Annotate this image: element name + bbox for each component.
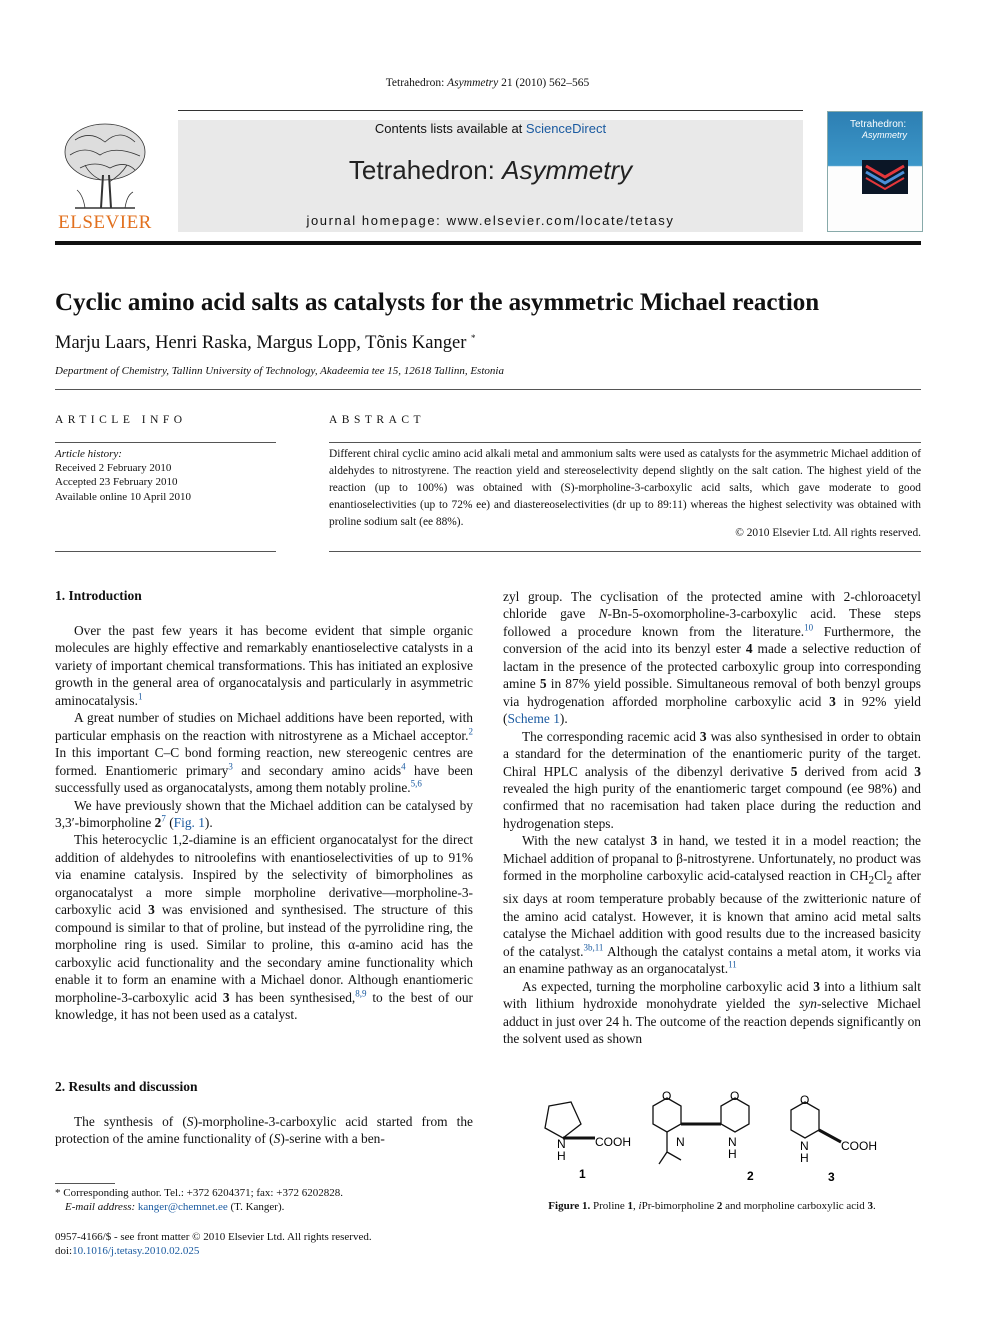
morpholine-h-label: H xyxy=(800,1151,809,1165)
citation-link[interactable]: 4 xyxy=(401,761,406,772)
abstract-copyright: © 2010 Elsevier Ltd. All rights reserved. xyxy=(735,527,921,539)
citation-link[interactable]: 8,9 xyxy=(355,988,367,999)
footnote-rule xyxy=(55,1183,115,1184)
paragraph: Over the past few years it has become evident that simple organic molecules are highly effective and remarkably enantioselective catalysts in a variety of important chemical transformations. This has initiated an explosive growth in the general area of organocatalysis and particularly in asymmetric aminocatalysis.$^1$ xyxy=(55,623,473,708)
left-column-text-2 xyxy=(55,1113,473,1148)
paragraph: We have previously shown that the Michael addition can be catalysed by 3,3′-bimorpholine 2$^7$ (Fig. 1). xyxy=(55,797,473,830)
cooh-label-1: COOH xyxy=(595,1135,631,1149)
citation-link[interactable]: 5,6 xyxy=(410,778,422,789)
issn-doi-block: 0957-4166/$ - see front matter © 2010 Elsevier Ltd. All rights reserved. doi:10.1016/j.tetasy.2010.02.025 xyxy=(55,1231,372,1257)
paragraph: With the new catalyst 3 in hand, we tested it in a model reaction; the Michael addition of propanal to β-nitrostyrene. Unfortunately, no product was formed in the morpholine carboxylic acid-catalysed reaction in $CH_2Cl_2$ after six days at room temperature probably because of the zwitterionic nature of the amino acid catalyst. However, it is known that amino acid metal salts catalyse the Michael addition with good results due to the increased basicity of the catalyst.$^{3b,11}$ Although the catalyst contains a metal atom, it works via an enamine pathway as an organocatalyst.$^{11}$ xyxy=(503,833,922,977)
figure-link[interactable]: Fig. 1 xyxy=(173,814,205,830)
elsevier-wordmark: ELSEVIER xyxy=(58,212,152,233)
article-info-heading: ARTICLE INFO xyxy=(55,414,187,426)
accepted-date: Accepted 23 February 2010 xyxy=(55,476,178,489)
bimorpholine-h-label: H xyxy=(728,1147,737,1161)
paragraph: The synthesis of (S)-morpholine-3-carboxylic acid started from the protection of the amine functionality of (S)-serine with a ben- xyxy=(55,1114,473,1147)
corresponding-author-footnote: * Corresponding author. Tel.: +372 6204371; fax: +372 6202828. E-mail address: kanger@chemnet.ee (T. Kanger). xyxy=(55,1187,343,1213)
citation-link[interactable]: 11 xyxy=(728,959,737,970)
sciencedirect-link[interactable]: ScienceDirect xyxy=(525,121,607,136)
contents-line: Contents lists available at ScienceDirect xyxy=(374,121,607,136)
section-heading-introduction: 1. Introduction xyxy=(55,588,142,603)
citation-link[interactable]: 1 xyxy=(137,691,143,702)
citation-link[interactable]: 7 xyxy=(161,813,166,824)
article-history xyxy=(55,447,191,504)
section-heading-results: 2. Results and discussion xyxy=(55,1079,198,1094)
cover-title: Tetrahedron: xyxy=(850,119,907,130)
paragraph: The corresponding racemic acid 3 was also synthesised in order to obtain a standard for the determination of the enantiomeric purity of the target. Chiral HPLC analysis of the dibenzyl derivative 5 derived from acid 3 revealed the high purity of the enantiomeric target compound (ee 98%) and confirmed that no racemisation had taken place during the reduction and hydrogenation steps. xyxy=(503,728,922,831)
paragraph: This heterocyclic 1,2-diamine is an efficient organocatalyst for the direct addition of aldehydes to nitroolefins with enantioselectivities of up to 91% via enamine catalysis. Inspired by the selectivity of bimorpholines as organocatalyst a more simple morpholine derivative—morpholine-3-carboxylic acid 3 was envisioned and synthesised. The structure of this compound is similar to that of proline, but instead of the pyrrolidine ring, the morpholine ring is used. Similar to proline, this α-amino acid has the carboxylic acid functionality and the secondary amine functionality which enable it to form an enamine with a Michael donor. Although enantiomeric morpholine-3-carboxylic acid 3 has been synthesised,$^{8,9}$ to the best of our knowledge, it has not been used as a catalyst. xyxy=(55,832,474,1022)
history-label: Article history: xyxy=(55,448,122,460)
bimorpholine-o-label-b: O xyxy=(730,1090,740,1103)
divider xyxy=(55,551,276,552)
divider xyxy=(329,442,921,443)
doi-link[interactable]: 10.1016/j.tetasy.2010.02.025 xyxy=(72,1245,200,1257)
citation-link[interactable]: 10 xyxy=(804,622,814,633)
scheme-link[interactable]: Scheme 1 xyxy=(507,711,560,727)
morpholine-o-label: O xyxy=(800,1093,810,1107)
abstract-text: Different chiral cyclic amino acid alkali metal and ammonium salts were used as catalysts for the asymmetric Michael addition of aldehydes to nitrostyrene. The reaction yield and stereoselectivity depend slightly on the salt cation. The highest yield of the reaction (up to 100%) was obtained with (S)-morpholine-3-carboxylic acid salts, which gave moderate to good enantioselectivities (up to 72% ee) and diastereoselectivities (dr up to 89:11) whereas the highest selectivity was obtained with proline sodium salt (ee 88%). xyxy=(329,448,921,528)
article-title: Cyclic amino acid salts as catalysts for the asymmetric Michael reaction xyxy=(55,289,820,316)
received-date: Received 2 February 2010 xyxy=(55,462,172,475)
issn-line: 0957-4166/$ - see front matter © 2010 Elsevier Ltd. All rights reserved. xyxy=(55,1231,372,1243)
author-list: Marju Laars, Henri Raska, Margus Lopp, Tõnis Kanger * xyxy=(55,332,476,353)
header-rule xyxy=(178,110,803,111)
proline-h-label: H xyxy=(557,1149,566,1163)
figure-1-structures xyxy=(535,1090,905,1185)
citation-link[interactable]: 2 xyxy=(468,726,473,737)
journal-header-box xyxy=(178,120,803,232)
bimorpholine-o-label-a: O xyxy=(662,1090,672,1103)
online-date: Available online 10 April 2010 xyxy=(55,490,192,503)
cooh-label-3: COOH xyxy=(841,1139,877,1153)
left-column-text xyxy=(55,622,473,1023)
paragraph: zyl group. The cyclisation of the protected amine with 2-chloroacetyl chloride gave N-Bn-5-oxomorpholine-3-carboxylic acid. These steps followed a procedure known from the literature.$^{10}$ Furthermore, the conversion of the acid into its benzyl ester 4 made a selective reduction of lactam in the presence of the protected carboxylic group into corresponding amine 5 in 87% yield possible. Simultaneous removal of both benzyl groups via hydrogenation afforded morpholine carboxylic acid 3 in 92% yield (Scheme 1). xyxy=(503,589,922,727)
divider xyxy=(329,551,921,552)
proline-nitrogen-label: N xyxy=(557,1137,566,1151)
author-email-link[interactable]: kanger@chemnet.ee xyxy=(137,1201,228,1213)
bimorpholine-n-label-a: N xyxy=(676,1135,685,1149)
citation-link[interactable]: 3b,11 xyxy=(583,942,604,953)
bimorpholine-n-label-b: N xyxy=(728,1135,737,1149)
morpholine-n-label: N xyxy=(800,1139,809,1153)
paragraph: A great number of studies on Michael additions have been reported, with particular emphasis on the reaction with nitrostyrene as a Michael acceptor.$^2$ In this important C–C bond forming reaction, new stereogenic centres are formed. Enantiomeric primary$^3$ and secondary amino acids$^4$ have been successfully used as organocatalysts, among them notably proline.$^{5,6}$ xyxy=(55,710,473,796)
compound-label-1: 1 xyxy=(579,1167,586,1181)
compound-label-3: 3 xyxy=(828,1170,835,1184)
divider xyxy=(55,389,921,390)
header-thick-rule xyxy=(55,241,921,245)
citation-link[interactable]: 3 xyxy=(228,761,233,772)
paragraph: As expected, turning the morpholine carboxylic acid 3 into a lithium salt with lithium hydroxide monohydrate yielded the syn-selective Michael adduct in just over 24 h. The outcome of the reaction depends significantly on the solvent used as shown xyxy=(503,978,921,1046)
journal-citation: Tetrahedron: Asymmetry 21 (2010) 562–565 xyxy=(385,77,590,89)
affiliation: Department of Chemistry, Tallinn University of Technology, Akadeemia tee 15, 12618 Tallinn, Estonia xyxy=(55,365,504,377)
cover-subtitle: Asymmetry xyxy=(862,130,907,140)
right-column-text xyxy=(503,588,921,1047)
journal-name: Tetrahedron: Asymmetry xyxy=(348,155,633,185)
cover-image xyxy=(862,160,908,194)
abstract-heading: ABSTRACT xyxy=(329,414,426,426)
compound-label-2: 2 xyxy=(747,1169,754,1183)
journal-cover-thumbnail xyxy=(827,111,923,232)
corresponding-author-mark[interactable]: * xyxy=(471,332,476,343)
divider xyxy=(55,442,276,443)
journal-homepage[interactable]: journal homepage: www.elsevier.com/locate/tetasy xyxy=(306,213,675,228)
figure-1-caption: Figure 1. Proline 1, iPr-bimorpholine 2 and morpholine carboxylic acid 3. xyxy=(548,1200,876,1212)
